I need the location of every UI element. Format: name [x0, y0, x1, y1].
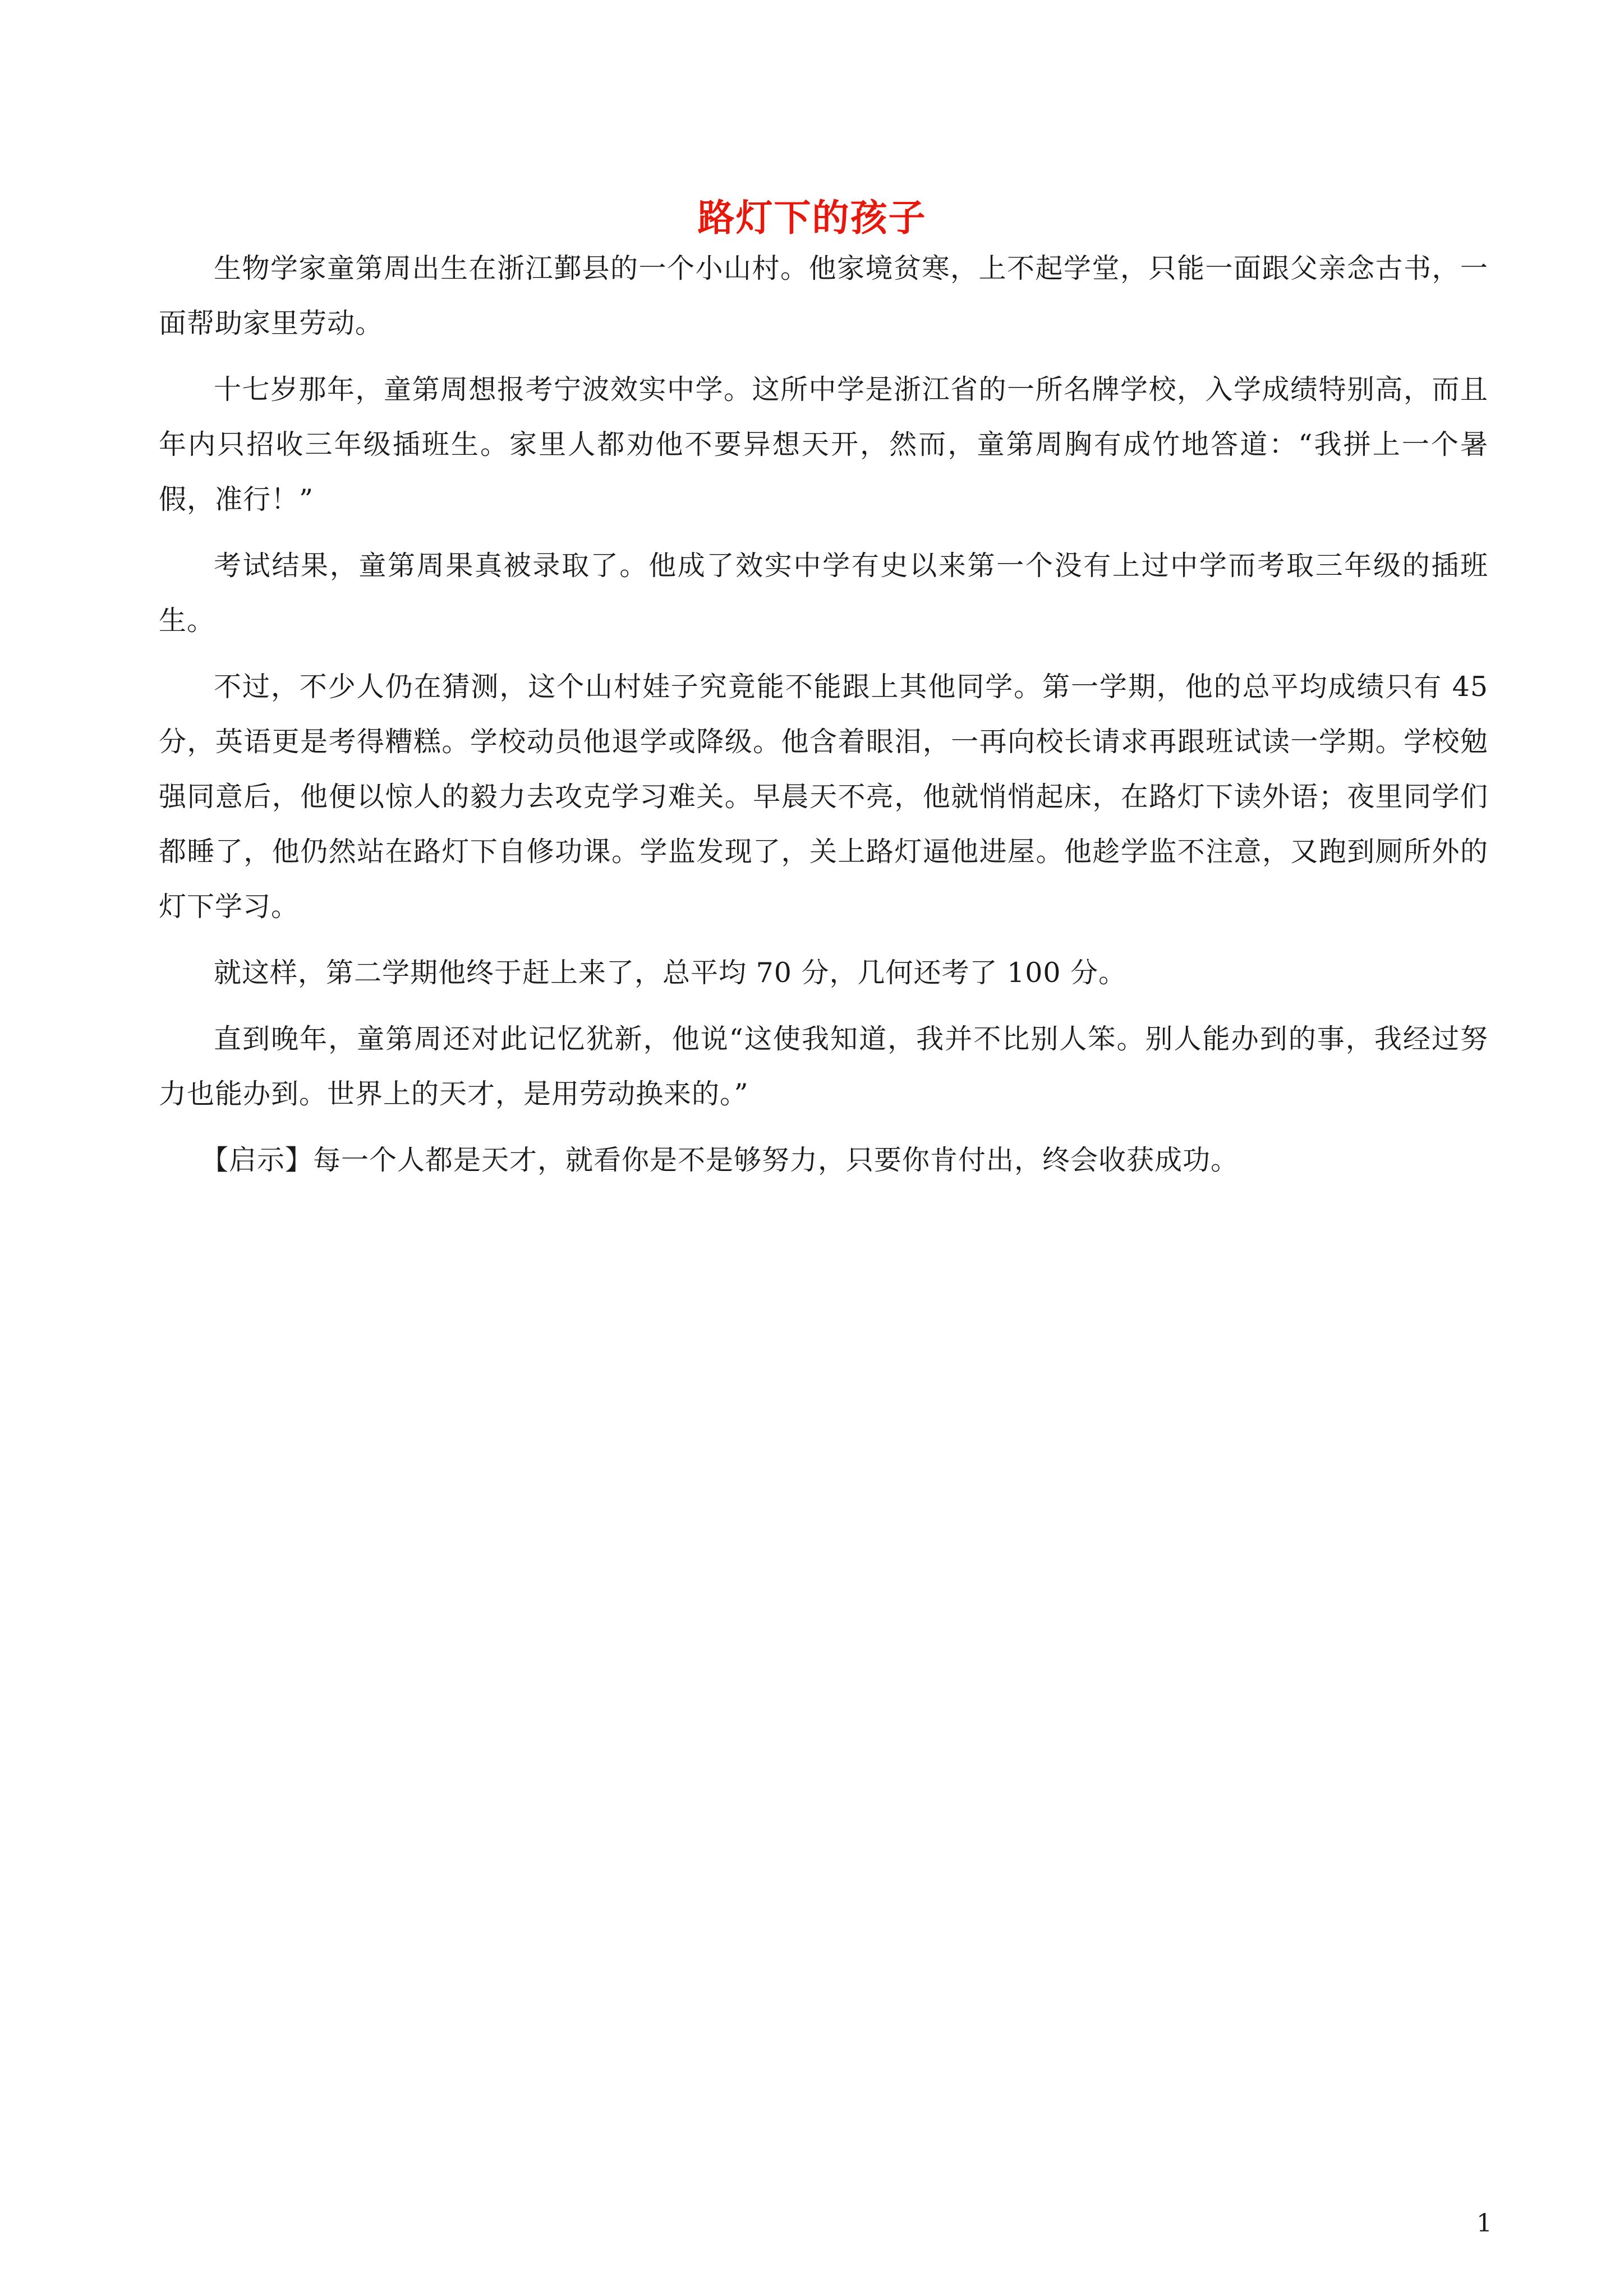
- paragraph-1: 生物学家童第周出生在浙江鄞县的一个小山村。他家境贫寒，上不起学堂，只能一面跟父亲念古书，一面帮助家里劳动。: [159, 252, 1488, 339]
- hint-paragraph: 【启示】每一个人都是天才，就看你是不是够努力，只要你肯付出，终会收获成功。: [201, 1144, 1239, 1176]
- article-body: [159, 241, 1488, 1199]
- page-title: 路灯下的孩子: [697, 196, 927, 240]
- paragraph-3: 考试结果，童第周果真被录取了。他成了效实中学有史以来第一个没有上过中学而考取三年级的插班生。: [159, 550, 1488, 637]
- paragraph-5: 就这样，第二学期他终于赶上来了，总平均 70 分，几何还考了 100 分。: [214, 957, 1127, 989]
- page-number: 1: [1476, 2209, 1492, 2238]
- paragraph-4: 不过，不少人仍在猜测，这个山村娃子究竟能不能跟上其他同学。第一学期，他的总平均成绩只有 45 分，英语更是考得糟糕。学校动员他退学或降级。他含着眼泪，一再向校长请求再跟班试读一学期。学校勉强同意后，他便以惊人的毅力去攻克学习难关。早晨天不亮，他就悄悄起床，在路灯下读外语；夜里同学们都睡了，他仍然站在路灯下自修功课。学监发现了，关上路灯逼他进屋。他趁学监不注意，又跑到厕所外的灯下学习。: [159, 671, 1488, 923]
- paragraph-2: 十七岁那年，童第周想报考宁波效实中学。这所中学是浙江省的一所名牌学校，入学成绩特别高，而且年内只招收三年级插班生。家里人都劝他不要异想天开，然而，童第周胸有成竹地答道：“我拼上一个暑假，准行！”: [159, 374, 1488, 515]
- paragraph-6: 直到晚年，童第周还对此记忆犹新，他说“这使我知道，我并不比别人笨。别人能办到的事，我经过努力也能办到。世界上的天才，是用劳动换来的。”: [159, 1023, 1488, 1110]
